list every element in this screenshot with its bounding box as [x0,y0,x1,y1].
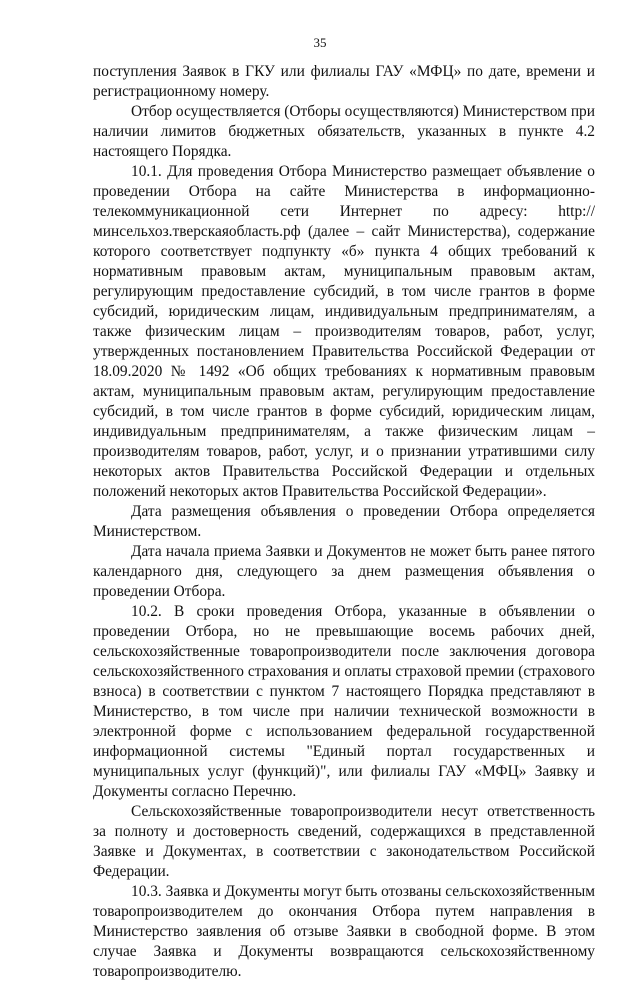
paragraph: Дата размещения объявления о проведении Отбора определяется Министерством. [93,503,595,540]
document-body [93,62,595,982]
paragraph: Отбор осуществляется (Отборы осуществляются) Министерством при наличии лимитов бюджетных обязательств, указанных в пункте 4.2 настоящего Порядка. [93,103,595,160]
paragraph: поступления Заявок в ГКУ или филиалы ГАУ «МФЦ» по дате, времени и регистрационному номеру. [93,63,595,100]
paragraph: Сельскохозяйственные товаропроизводители несут ответственность за полноту и достоверность сведений, содержащихся в представленной Заявке и Документах, в соответствии с законодательством Российской Федерации. [93,803,595,880]
paragraph-10-3: 10.3. Заявка и Документы могут быть отозваны сельскохозяйственным товаропроизводителем до окончания Отбора путем направления в Министерство заявления об отзыве Заявки в свободной форме. В этом случае Заявка и Документы возвращаются сельскохозяйственному товаропроизводителю. [93,883,595,980]
page-number: 35 [313,35,327,50]
paragraph: Дата начала приема Заявки и Документов не может быть ранее пятого календарного дня, следующего за днем размещения объявления о проведении Отбора. [93,543,595,600]
paragraph-10-1: 10.1. Для проведения Отбора Министерство размещает объявление о проведении Отбора на сайте Министерства в информационно-телекоммуникационной сети Интернет по адресу: http://минсельхоз.тверскаяобласть.рф (далее – сайт Министерства), содержание которого соответствует подпункту «б» пункта 4 общих требований к нормативным правовым актам, муниципальным правовым актам, регулирующим предоставление субсидий, в том числе грантов в форме субсидий, юридическим лицам, индивидуальным предпринимателям, а также физическим лицам – производителям товаров, работ, услуг, утвержденных постановлением Правительства Российской Федерации от 18.09.2020 № 1492 «Об общих требованиях к нормативным правовым актам, муниципальным правовым актам, регулирующим предоставление субсидий, в том числе грантов в форме субсидий, юридическим лицам, индивидуальным предпринимателям, а также физическим лицам – производителям товаров, работ, услуг, и о признании утратившими силу некоторых актов Правительства Российской Федерации и отдельных положений некоторых актов Правительства Российской Федерации». [93,163,595,500]
paragraph-10-2: 10.2. В сроки проведения Отбора, указанные в объявлении о проведении Отбора, но не превышающие восемь рабочих дней, сельскохозяйственные товаропроизводители после заключения договора сельскохозяйственного страхования и оплаты страховой премии (страхового взноса) в соответствии с пунктом 7 настоящего Порядка представляют в Министерство, в том числе при наличии технической возможности в электронной форме с использованием федеральной государственной информационной системы "Единый портал государственных и муниципальных услуг (функций)", или филиалы ГАУ «МФЦ» Заявку и Документы согласно Перечню. [93,603,595,800]
